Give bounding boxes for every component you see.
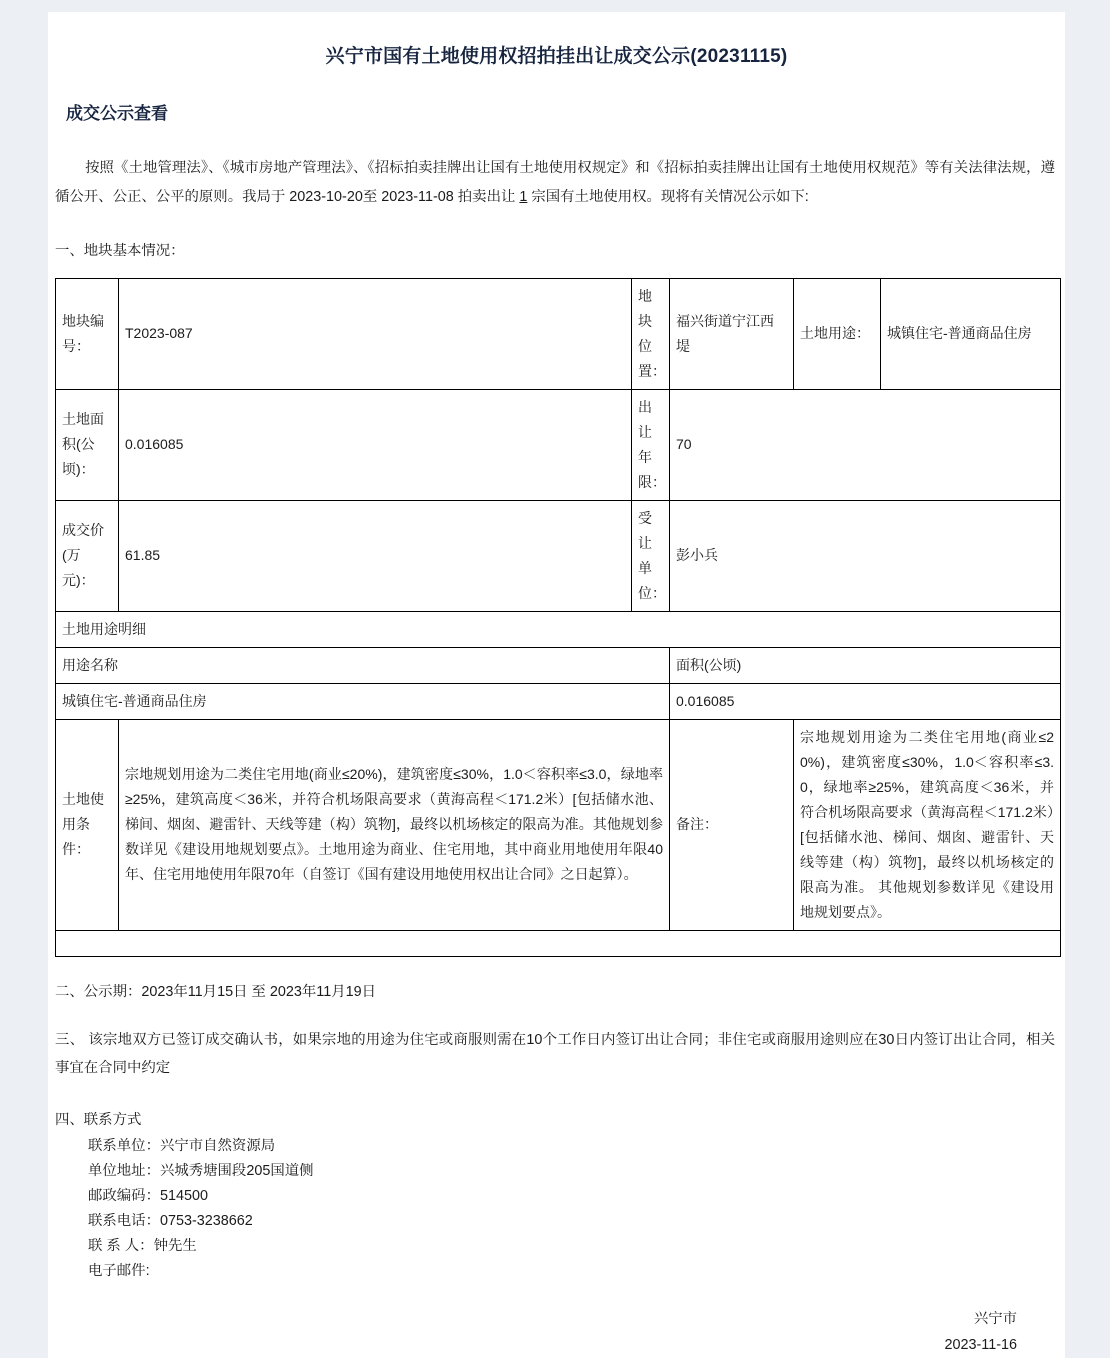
contact-list (48, 1134, 1065, 1284)
land-use-value: 城镇住宅-普通商品住房 (881, 278, 1061, 389)
table-row (56, 683, 1061, 719)
list-item (88, 1134, 1065, 1159)
parcel-no-label: 地块编号： (56, 278, 119, 389)
contact-person-value: 钟先生 (153, 1237, 197, 1254)
section1-heading: 一、地块基本情况： (55, 242, 185, 259)
table-row (56, 719, 1061, 930)
detail-row-name: 城镇住宅-普通商品住房 (56, 683, 670, 719)
land-conditions-value: 宗地规划用途为二类住宅用地(商业≤20%)，建筑密度≤30%，1.0＜容积率≤3.0，绿地率≥25%，建筑高度＜36米，并符合机场限高要求（黄海高程＜171.2米）[包括储水池、梯间、烟囱、避雷针、天线等建（构）筑物]，最终以机场核定的限高为准。其他规划参数详见《建设用地规划要点》。土地用途为商业、住宅用地，其中商业用地使用年限40年、住宅用地使用年限70年（自签订《国有建设用地使用权出让合同》之日起算）。 (119, 719, 670, 930)
table-row (56, 611, 1061, 647)
table-row-empty (56, 930, 1061, 956)
land-use-detail-header: 土地用途明细 (56, 611, 1061, 647)
contact-address-label: 单位地址： (88, 1162, 160, 1179)
remarks-label: 备注： (670, 719, 794, 930)
transferee-value: 彭小兵 (670, 500, 1061, 611)
land-use-label: 土地用途： (794, 278, 881, 389)
remarks-value: 宗地规划用途为二类住宅用地(商业≤20%)，建筑密度≤30%，1.0＜容积率≤3.0，绿地率≥25%，建筑高度＜36米，并符合机场限高要求（黄海高程＜171.2米）[包括储水池、梯间、烟囱、避雷针、天线等建（构）筑物]，最终以机场核定的限高为准。 其他规划参数详见《建设用地规划要点》。 (794, 719, 1061, 930)
parcel-count-underlined: 1 (519, 188, 528, 205)
document-footer (48, 1284, 1065, 1358)
empty-cell (56, 930, 1061, 956)
footer-date: 2023-11-16 (944, 1336, 1017, 1353)
transferee-label: 受让单位： (632, 500, 670, 611)
section3-text: 三、 该宗地双方已签订成交确认书，如果宗地的用途为住宅或商服则需在10个工作日内签订出让合同；非住宅或商服用途则应在30日内签订出让合同，相关事宜在合同中约定 (55, 1031, 1055, 1076)
contact-email-label: 电子邮件: (88, 1262, 150, 1279)
section2-text: 二、公示期：2023年11月15日 至 2023年11月19日 (55, 983, 376, 1000)
price-label: 成交价(万元)： (56, 500, 119, 611)
list-item (88, 1159, 1065, 1184)
land-conditions-label: 土地使用条件： (56, 719, 119, 930)
document-paper (48, 12, 1065, 1358)
table-row (56, 647, 1061, 683)
intro-paragraph (48, 140, 1065, 212)
intro-text-part1: 按照《土地管理法》、《城市房地产管理法》、《招标拍卖挂牌出让国有土地使用权规定》和《招标拍卖挂牌出让国有土地使用权规范》等有关法律法规，遵循公开、公正、公平的原则。我局于 2023-10-20至 2023-11-08 拍卖出让 (55, 159, 1055, 205)
contact-postcode-label: 邮政编码： (88, 1187, 160, 1204)
parcel-no-value: T2023-087 (119, 278, 632, 389)
footer-issuer: 兴宁市 (973, 1310, 1017, 1327)
transfer-term-value: 70 (670, 389, 1061, 500)
list-item (88, 1259, 1065, 1284)
intro-text-part2: 宗国有土地使用权。现将有关情况公示如下: (531, 188, 809, 205)
detail-row-area: 0.016085 (670, 683, 1061, 719)
table-row (56, 389, 1061, 500)
contact-person-label: 联 系 人： (88, 1237, 154, 1254)
parcel-location-value: 福兴街道宁江西堤 (670, 278, 794, 389)
contact-phone-value: 0753-3238662 (159, 1212, 253, 1229)
list-item (88, 1234, 1065, 1259)
land-area-label: 土地面积(公顷)： (56, 389, 119, 500)
detail-column-name: 用途名称 (56, 647, 670, 683)
land-parcel-table (55, 278, 1061, 957)
contact-postcode-value: 514500 (159, 1187, 208, 1204)
table-row (56, 278, 1061, 389)
list-item (88, 1209, 1065, 1234)
table-row (56, 500, 1061, 611)
price-value: 61.85 (119, 500, 632, 611)
contact-address-value: 兴城秀塘围段205国道侧 (159, 1162, 314, 1179)
contact-unit-label: 联系单位： (88, 1137, 160, 1154)
contact-unit-value: 兴宁市自然资源局 (159, 1137, 276, 1154)
land-area-value: 0.016085 (119, 389, 632, 500)
contact-phone-label: 联系电话： (88, 1212, 160, 1229)
section4-heading: 四、联系方式 (55, 1111, 142, 1128)
page-title: 兴宁市国有土地使用权招拍挂出让成交公示(20231115) (325, 46, 788, 67)
transfer-term-label: 出让年限： (632, 389, 670, 500)
announcement-subheading: 成交公示查看 (66, 103, 168, 123)
list-item (88, 1184, 1065, 1209)
parcel-location-label: 地块位置： (632, 278, 670, 389)
detail-column-area: 面积(公顷) (670, 647, 1061, 683)
